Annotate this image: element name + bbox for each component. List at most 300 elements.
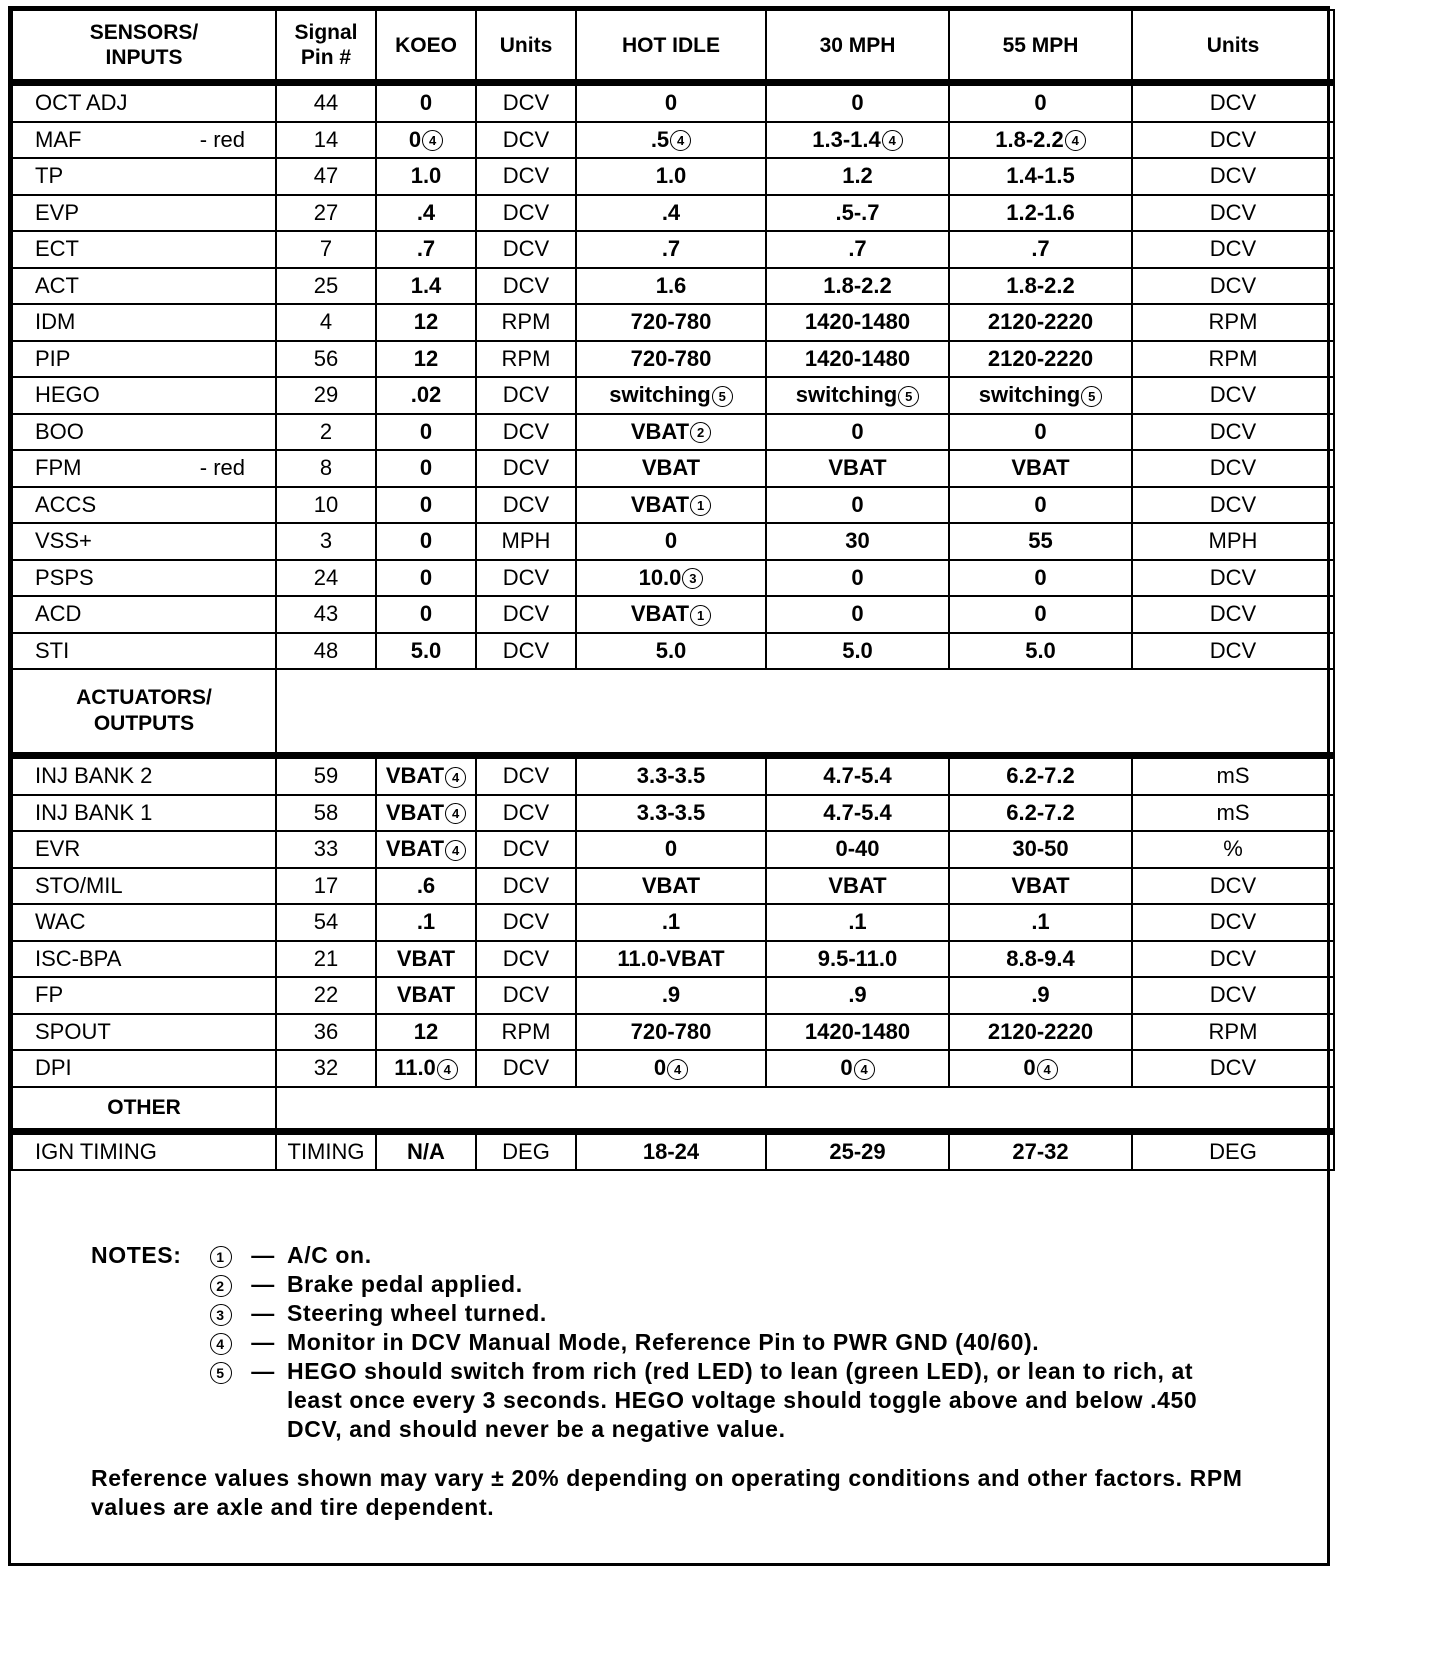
- 55-mph-value: [949, 795, 1132, 832]
- hot-idle-value: [576, 158, 766, 195]
- row-name: [12, 1014, 276, 1051]
- col-header-30-mph: 30 MPH: [766, 10, 949, 83]
- wire-color-suffix: - red: [199, 126, 245, 152]
- table-row: [12, 231, 1334, 268]
- 30-mph-value: [766, 633, 949, 670]
- 55-mph-value: [949, 596, 1132, 633]
- row-name-text: WAC: [35, 909, 86, 935]
- koeo-value: [376, 304, 476, 341]
- hot-idle-value: [576, 195, 766, 232]
- koeo-value-value: VBAT: [396, 982, 456, 1008]
- 30-mph-value: [766, 414, 949, 451]
- 30-mph-value-value: .5-.7: [835, 199, 880, 225]
- 30-mph-value: [766, 231, 949, 268]
- units: [476, 341, 576, 378]
- 55-mph-value-value: 1.8-2.2: [1006, 272, 1075, 298]
- units: [476, 304, 576, 341]
- 30-mph-value: [766, 596, 949, 633]
- 55-mph-value-value: 55: [1028, 528, 1053, 554]
- units-value: DCV: [502, 909, 550, 935]
- koeo-value: [376, 795, 476, 832]
- units-2-value: DCV: [1209, 1055, 1257, 1081]
- koeo-value-value: VBAT: [385, 799, 445, 825]
- 30-mph-value: [766, 523, 949, 560]
- units-2-value: DCV: [1209, 601, 1257, 627]
- units-value: DCV: [502, 982, 550, 1008]
- units-2: [1132, 596, 1334, 633]
- circled-note-4-icon: 4: [437, 1059, 458, 1080]
- units-2: [1132, 1050, 1334, 1087]
- koeo-value: [376, 83, 476, 122]
- signal-pin: [276, 756, 376, 795]
- signal-pin-value: 2: [319, 418, 333, 444]
- units-2: [1132, 941, 1334, 978]
- note-dash: —: [251, 1329, 275, 1355]
- 55-mph-value-value: 30-50: [1012, 836, 1069, 862]
- units: [476, 1014, 576, 1051]
- hot-idle-value: [576, 341, 766, 378]
- actuators-section-blank: [276, 669, 1334, 756]
- 30-mph-value-value: .7: [848, 236, 867, 262]
- 55-mph-value-value: VBAT: [1011, 455, 1070, 481]
- col-header-units: Units: [476, 10, 576, 83]
- units-value: RPM: [501, 309, 551, 335]
- units-2-value: mS: [1216, 763, 1250, 789]
- hot-idle-value: [576, 1131, 766, 1170]
- footer-disclaimer: Reference values shown may vary ± 20% depending on operating conditions and other factors. RPM values are axle and tire dependent.: [91, 1465, 1243, 1520]
- note-item: [91, 1328, 1247, 1357]
- note-item: [91, 1241, 1247, 1270]
- 30-mph-value: [766, 904, 949, 941]
- 55-mph-value-value: 2120-2220: [987, 345, 1094, 371]
- units-2: [1132, 414, 1334, 451]
- units-2: [1132, 904, 1334, 941]
- signal-pin-value: 32: [313, 1055, 339, 1081]
- row-name-text: EVP: [35, 199, 80, 225]
- 55-mph-value: [949, 122, 1132, 159]
- signal-pin: [276, 1131, 376, 1170]
- hot-idle-value-value: 0: [664, 528, 678, 554]
- hot-idle-value-value: 1.6: [655, 272, 687, 298]
- koeo-value-value: .6: [416, 872, 436, 898]
- notes-heading: [91, 1270, 201, 1299]
- units-2-value: DCV: [1209, 872, 1257, 898]
- units: [476, 868, 576, 905]
- 30-mph-value: [766, 795, 949, 832]
- units-2: [1132, 868, 1334, 905]
- signal-pin-value: 56: [313, 345, 339, 371]
- notes-list: [91, 1241, 1247, 1444]
- other-section-blank: [276, 1087, 1334, 1132]
- units-value: RPM: [501, 1018, 551, 1044]
- table-row: [12, 868, 1334, 905]
- signal-pin: [276, 868, 376, 905]
- row-name: [12, 304, 276, 341]
- row-name: [12, 1131, 276, 1170]
- hot-idle-value: [576, 977, 766, 1014]
- units-2-value: mS: [1216, 799, 1250, 825]
- 30-mph-value: [766, 341, 949, 378]
- units-2-value: DCV: [1209, 564, 1257, 590]
- 30-mph-value: [766, 868, 949, 905]
- koeo-value-value: 0: [419, 601, 433, 627]
- signal-pin: [276, 341, 376, 378]
- row-name-text: FPM: [35, 455, 82, 481]
- units-value: DCV: [502, 799, 550, 825]
- 55-mph-value: [949, 977, 1132, 1014]
- units-2-value: DCV: [1209, 491, 1257, 517]
- koeo-value: [376, 487, 476, 524]
- circled-note-4-icon: 4: [670, 130, 691, 151]
- actuators-outputs-label: ACTUATORS/ OUTPUTS: [12, 669, 276, 756]
- row-name-text: BOO: [35, 418, 84, 444]
- hot-idle-value-value: 18-24: [642, 1138, 700, 1164]
- 30-mph-value: [766, 756, 949, 795]
- note-number: [201, 1328, 239, 1357]
- units: [476, 1050, 576, 1087]
- 55-mph-value-value: .7: [1031, 236, 1050, 262]
- 55-mph-value-value: 1.2-1.6: [1006, 199, 1075, 225]
- wire-color-suffix: - red: [199, 455, 245, 481]
- hot-idle-value-value: 0: [664, 836, 678, 862]
- 30-mph-value-value: 0: [851, 418, 864, 444]
- units-2-value: DCV: [1209, 163, 1257, 189]
- table-row: [12, 560, 1334, 597]
- row-name: [12, 756, 276, 795]
- signal-pin-value: 59: [313, 763, 339, 789]
- 55-mph-value: [949, 1131, 1132, 1170]
- koeo-value-value: 1.0: [410, 163, 442, 189]
- row-name-text: STO/MIL: [35, 872, 123, 898]
- units-2: [1132, 158, 1334, 195]
- 30-mph-value-value: 0: [840, 1055, 853, 1081]
- units-value: DCV: [502, 90, 550, 116]
- units-2-value: DEG: [1209, 1138, 1257, 1164]
- 55-mph-value: [949, 83, 1132, 122]
- row-name: [12, 523, 276, 560]
- 30-mph-value: [766, 268, 949, 305]
- units-value: DCV: [502, 637, 550, 663]
- units-value: DCV: [502, 272, 550, 298]
- 55-mph-value: [949, 633, 1132, 670]
- hot-idle-value-value: VBAT: [641, 455, 701, 481]
- units-2-value: DCV: [1209, 126, 1257, 152]
- signal-pin: [276, 1050, 376, 1087]
- row-name-text: ACT: [35, 272, 79, 298]
- other-label: OTHER: [12, 1087, 276, 1132]
- koeo-value: [376, 977, 476, 1014]
- koeo-value-value: 0: [408, 126, 422, 152]
- note-text: A/C on.: [287, 1242, 372, 1268]
- hot-idle-value: [576, 1050, 766, 1087]
- 55-mph-value-value: 2120-2220: [987, 309, 1094, 335]
- signal-pin: [276, 633, 376, 670]
- units: [476, 977, 576, 1014]
- 30-mph-value: [766, 487, 949, 524]
- row-name-text: HEGO: [35, 382, 100, 408]
- 55-mph-value: [949, 756, 1132, 795]
- row-name: [12, 487, 276, 524]
- other-section-row: [12, 1087, 1334, 1132]
- 55-mph-value-value: .1: [1031, 909, 1050, 935]
- circled-note-4-icon: 4: [422, 130, 443, 151]
- row-name-text: ACCS: [35, 491, 97, 517]
- 55-mph-value-value: 0: [1034, 418, 1047, 444]
- units-2-value: DCV: [1209, 236, 1257, 262]
- koeo-value-value: N/A: [407, 1138, 445, 1164]
- circled-note-5-icon: 5: [1081, 386, 1102, 407]
- 55-mph-value-value: 0: [1034, 90, 1047, 116]
- signal-pin: [276, 231, 376, 268]
- note-dash: —: [251, 1358, 275, 1384]
- koeo-value: [376, 1131, 476, 1170]
- table-row: [12, 377, 1334, 414]
- koeo-value-value: 0: [419, 528, 433, 554]
- table-row: [12, 756, 1334, 795]
- hot-idle-value: [576, 268, 766, 305]
- koeo-value: [376, 596, 476, 633]
- signal-pin-value: 24: [313, 564, 339, 590]
- koeo-value-value: 0: [419, 418, 433, 444]
- row-name-text: PSPS: [35, 564, 94, 590]
- units-2: [1132, 195, 1334, 232]
- units: [476, 122, 576, 159]
- signal-pin-value: TIMING: [287, 1138, 365, 1164]
- units-2-value: %: [1223, 836, 1243, 862]
- 30-mph-value-value: 5.0: [842, 637, 873, 663]
- table-row: [12, 523, 1334, 560]
- 55-mph-value: [949, 158, 1132, 195]
- actuators-section-header: [12, 669, 1334, 756]
- row-name-text: IDM: [35, 309, 76, 335]
- 30-mph-value: [766, 560, 949, 597]
- circled-note-4-icon: 4: [445, 767, 466, 788]
- units-value: DCV: [502, 564, 550, 590]
- 30-mph-value-value: .9: [848, 982, 867, 1008]
- hot-idle-value: [576, 795, 766, 832]
- units-2: [1132, 377, 1334, 414]
- signal-pin: [276, 831, 376, 868]
- 30-mph-value-value: 0-40: [835, 836, 880, 862]
- units: [476, 831, 576, 868]
- koeo-value: [376, 831, 476, 868]
- circled-note-1-icon: 1: [210, 1246, 232, 1268]
- hot-idle-value: [576, 1014, 766, 1051]
- table-row: [12, 831, 1334, 868]
- row-name: [12, 450, 276, 487]
- 30-mph-value: [766, 83, 949, 122]
- signal-pin-value: 7: [319, 236, 333, 262]
- circled-note-4-icon: 4: [1065, 130, 1086, 151]
- units-2-value: DCV: [1209, 637, 1257, 663]
- signal-pin-value: 25: [313, 272, 339, 298]
- hot-idle-value-value: .1: [661, 909, 681, 935]
- hot-idle-value: [576, 756, 766, 795]
- units-2-value: DCV: [1209, 199, 1257, 225]
- units: [476, 377, 576, 414]
- units-2-value: RPM: [1208, 1018, 1258, 1044]
- 30-mph-value: [766, 195, 949, 232]
- col-header-sensors: SENSORS/ INPUTS: [12, 10, 276, 83]
- other-section: [12, 1131, 1334, 1170]
- 30-mph-value-value: switching: [795, 382, 898, 408]
- hot-idle-value: [576, 560, 766, 597]
- signal-pin-value: 17: [313, 872, 339, 898]
- row-name-text: ACD: [35, 601, 82, 627]
- hot-idle-value-value: .5: [650, 126, 670, 152]
- 55-mph-value: [949, 231, 1132, 268]
- units-2: [1132, 341, 1334, 378]
- table-row: [12, 487, 1334, 524]
- koeo-value-value: 0: [419, 455, 433, 481]
- hot-idle-value-value: 3.3-3.5: [636, 799, 706, 825]
- table-row: [12, 268, 1334, 305]
- units: [476, 195, 576, 232]
- hot-idle-value-value: .4: [661, 199, 681, 225]
- signal-pin: [276, 83, 376, 122]
- row-name-text: FP: [35, 982, 64, 1008]
- row-name: [12, 560, 276, 597]
- koeo-value: [376, 195, 476, 232]
- units-value: MPH: [501, 528, 551, 554]
- signal-pin: [276, 414, 376, 451]
- hot-idle-value: [576, 231, 766, 268]
- table-row: [12, 941, 1334, 978]
- koeo-value-value: 5.0: [410, 637, 442, 663]
- circled-note-2-icon: 2: [690, 422, 711, 443]
- koeo-value: [376, 268, 476, 305]
- 55-mph-value-value: 0: [1034, 564, 1047, 590]
- 55-mph-value: [949, 941, 1132, 978]
- note-text: Brake pedal applied.: [287, 1271, 523, 1297]
- units: [476, 795, 576, 832]
- row-name-text: ECT: [35, 236, 79, 262]
- circled-note-5-icon: 5: [712, 386, 733, 407]
- 55-mph-value: [949, 904, 1132, 941]
- 30-mph-value-value: 0: [851, 601, 864, 627]
- 55-mph-value: [949, 304, 1132, 341]
- circled-note-4-icon: 4: [882, 130, 903, 151]
- row-name: [12, 831, 276, 868]
- koeo-value-value: .4: [416, 199, 436, 225]
- hot-idle-value: [576, 523, 766, 560]
- notes-heading: [91, 1328, 201, 1357]
- units-2-value: DCV: [1209, 909, 1257, 935]
- row-name-text: DPI: [35, 1055, 72, 1081]
- row-name: [12, 977, 276, 1014]
- col-header-units-2: Units: [1132, 10, 1334, 83]
- units-2: [1132, 231, 1334, 268]
- koeo-value-value: 12: [413, 1018, 439, 1044]
- koeo-value-value: 0: [419, 564, 433, 590]
- row-name-text: SPOUT: [35, 1018, 111, 1044]
- 55-mph-value-value: 1.8-2.2: [995, 126, 1064, 152]
- table-row: [12, 977, 1334, 1014]
- row-name: [12, 231, 276, 268]
- row-name: [12, 868, 276, 905]
- signal-pin: [276, 560, 376, 597]
- circled-note-5-icon: 5: [210, 1362, 232, 1384]
- koeo-value: [376, 450, 476, 487]
- koeo-value: [376, 756, 476, 795]
- units-2-value: DCV: [1209, 382, 1257, 408]
- actuators-section-row: [12, 669, 1334, 756]
- circled-note-1-icon: 1: [690, 495, 711, 516]
- units-2: [1132, 83, 1334, 122]
- 55-mph-value-value: 1.4-1.5: [1006, 163, 1075, 189]
- koeo-value: [376, 523, 476, 560]
- hot-idle-value-value: .7: [661, 236, 681, 262]
- row-name-text: MAF: [35, 126, 82, 152]
- 30-mph-value-value: 1420-1480: [804, 1018, 911, 1044]
- table-row: [12, 1014, 1334, 1051]
- note-text: Steering wheel turned.: [287, 1300, 547, 1326]
- 30-mph-value: [766, 1014, 949, 1051]
- note-item: [91, 1357, 1247, 1444]
- units: [476, 560, 576, 597]
- circled-note-3-icon: 3: [210, 1304, 232, 1326]
- notes-heading: [91, 1299, 201, 1328]
- 30-mph-value-value: .1: [848, 909, 867, 935]
- signal-pin-value: 29: [313, 382, 339, 408]
- koeo-value: [376, 904, 476, 941]
- signal-pin-value: 58: [313, 799, 339, 825]
- note-text: Monitor in DCV Manual Mode, Reference Pin to PWR GND (40/60).: [287, 1329, 1040, 1355]
- units: [476, 904, 576, 941]
- koeo-value: [376, 231, 476, 268]
- hot-idle-value-value: 3.3-3.5: [636, 763, 706, 789]
- signal-pin-value: 43: [313, 601, 339, 627]
- units-2: [1132, 523, 1334, 560]
- 55-mph-value: [949, 523, 1132, 560]
- circled-note-4-icon: 4: [210, 1333, 232, 1355]
- signal-pin: [276, 1014, 376, 1051]
- table-row: [12, 341, 1334, 378]
- 30-mph-value-value: 1420-1480: [804, 309, 911, 335]
- 55-mph-value-value: 0: [1034, 601, 1047, 627]
- row-name-text: OCT ADJ: [35, 90, 128, 116]
- koeo-value-value: 12: [413, 309, 439, 335]
- signal-pin: [276, 195, 376, 232]
- units: [476, 268, 576, 305]
- 55-mph-value: [949, 268, 1132, 305]
- 30-mph-value-value: 1.8-2.2: [823, 272, 892, 298]
- signal-pin-value: 47: [313, 163, 339, 189]
- units-2: [1132, 487, 1334, 524]
- 30-mph-value-value: 0: [851, 90, 864, 116]
- units: [476, 523, 576, 560]
- circled-note-4-icon: 4: [1037, 1059, 1058, 1080]
- signal-pin: [276, 377, 376, 414]
- units-2-value: DCV: [1209, 455, 1257, 481]
- 55-mph-value-value: .9: [1031, 982, 1050, 1008]
- note-dash: —: [251, 1242, 275, 1268]
- row-name: [12, 414, 276, 451]
- koeo-value: [376, 414, 476, 451]
- circled-note-4-icon: 4: [667, 1059, 688, 1080]
- row-name-text: IGN TIMING: [35, 1138, 157, 1164]
- row-name-text: TP: [35, 163, 64, 189]
- units: [476, 83, 576, 122]
- row-name: [12, 633, 276, 670]
- signal-pin-value: 48: [313, 637, 339, 663]
- units-2-value: DCV: [1209, 90, 1257, 116]
- hot-idle-value: [576, 941, 766, 978]
- header-row: [12, 10, 1334, 83]
- circled-note-4-icon: 4: [445, 840, 466, 861]
- signal-pin-value: 10: [313, 491, 339, 517]
- 30-mph-value-value: 9.5-11.0: [817, 945, 898, 971]
